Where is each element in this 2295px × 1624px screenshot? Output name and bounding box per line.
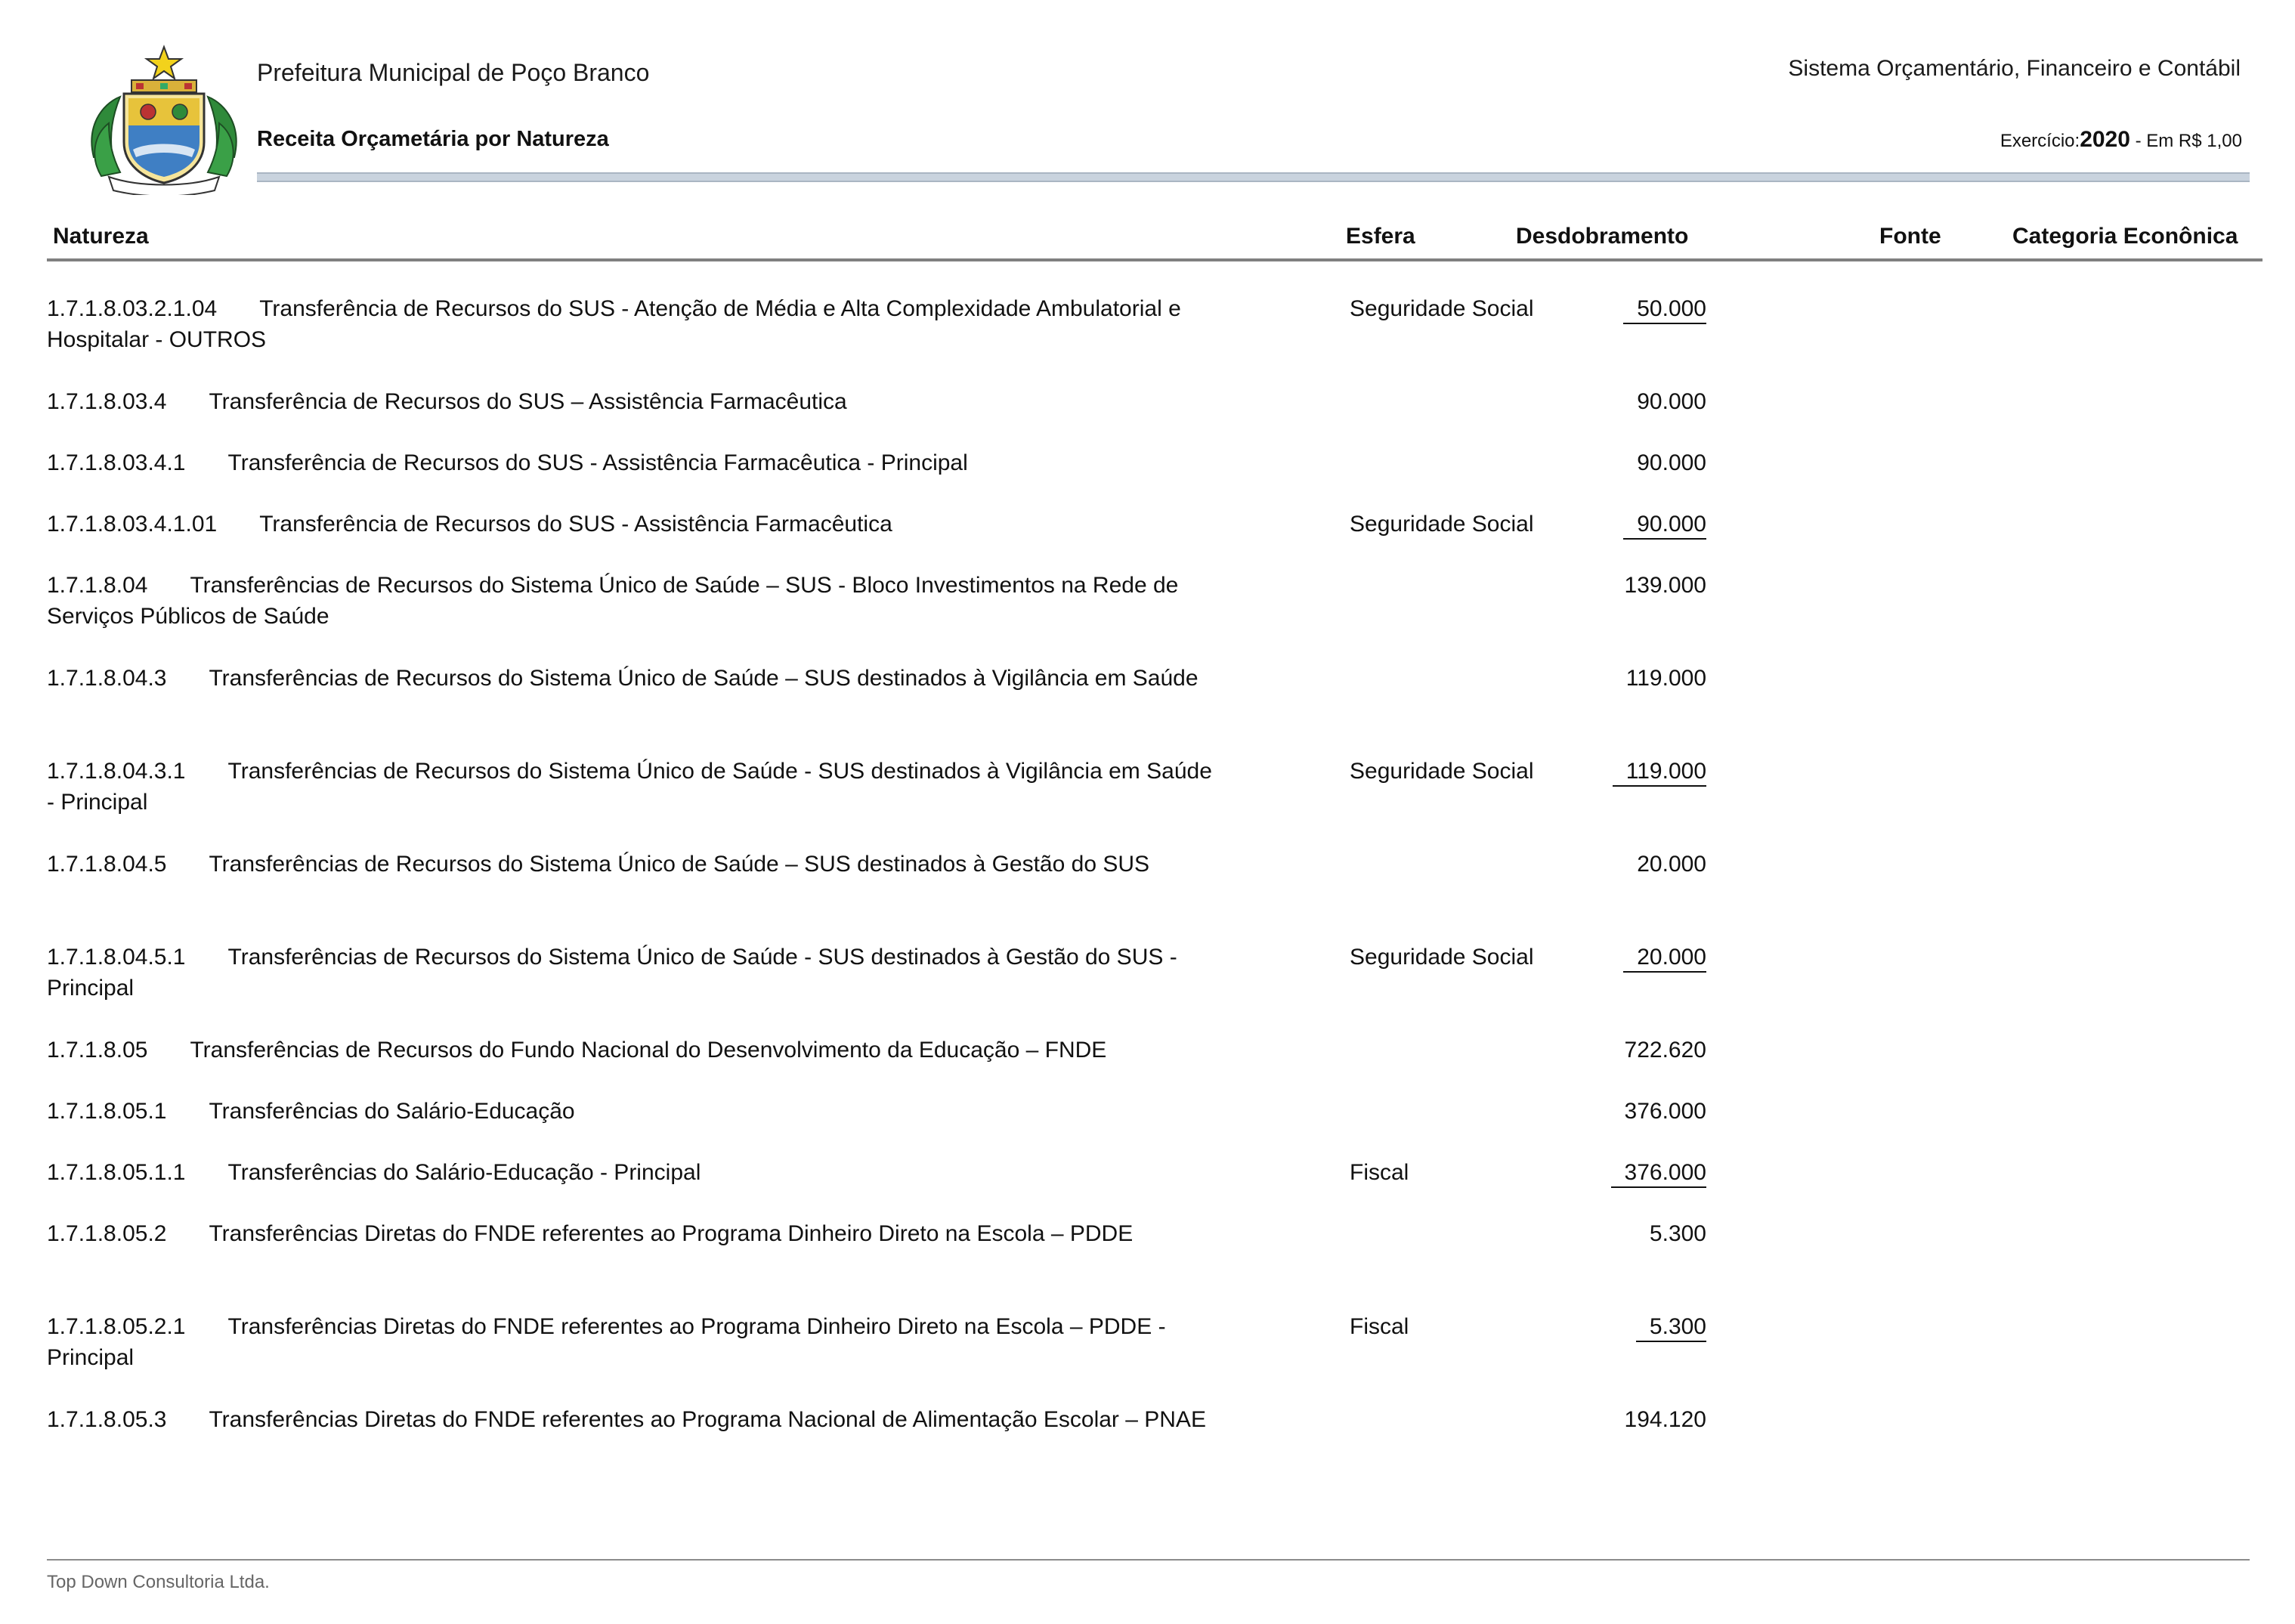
exercise-label: Exercício: [2000, 131, 2080, 151]
municipal-coat-of-arms-logo [79, 44, 249, 195]
column-header-fonte: Fonte [1879, 224, 1941, 249]
row-natureza [47, 756, 1226, 818]
column-header-natureza: Natureza [53, 224, 149, 249]
row-natureza [47, 663, 1226, 694]
exercise-info [2000, 127, 2242, 153]
row-natureza [47, 1311, 1226, 1373]
row-code: 1.7.1.8.03.4.1 [47, 450, 186, 475]
row-desdobramento-cell [1483, 942, 1706, 973]
row-desdobramento-value: 139.000 [1624, 573, 1706, 598]
row-desdobramento-cell [1483, 293, 1706, 324]
report-title: Receita Orçametária por Natureza [257, 127, 609, 151]
row-natureza [47, 293, 1226, 355]
currency-note: - Em R$ 1,00 [2130, 131, 2242, 151]
row-natureza [47, 942, 1226, 1004]
row-natureza [47, 1404, 1226, 1435]
row-code: 1.7.1.8.04 [47, 573, 148, 598]
system-name: Sistema Orçamentário, Financeiro e Contábil [1788, 56, 2241, 81]
row-esfera: Seguridade Social [1350, 296, 1534, 321]
row-desdobramento-cell [1483, 1404, 1706, 1435]
row-natureza [47, 1096, 1226, 1127]
row-code: 1.7.1.8.05 [47, 1038, 148, 1063]
row-code: 1.7.1.8.04.5.1 [47, 945, 186, 970]
row-desdobramento-cell [1483, 663, 1706, 694]
footer-divider [47, 1559, 2250, 1561]
row-description: Transferências de Recursos do Sistema Único de Saúde - SUS destinados à Gestão do SUS - Principal [47, 945, 1177, 1001]
row-code: 1.7.1.8.05.1 [47, 1099, 167, 1124]
row-description: Transferência de Recursos do SUS - Atenção de Média e Alta Complexidade Ambulatorial e Hospitalar - OUTROS [47, 296, 1181, 352]
row-description: Transferências de Recursos do Sistema Único de Saúde - SUS destinados à Vigilância em Saúde - Principal [47, 759, 1212, 815]
table-header-divider [47, 258, 2263, 261]
row-esfera: Seguridade Social [1350, 759, 1534, 784]
row-desdobramento-value: 90.000 [1623, 511, 1706, 540]
row-desdobramento-cell [1483, 386, 1706, 417]
exercise-year: 2020 [2080, 127, 2130, 152]
row-esfera: Seguridade Social [1350, 512, 1534, 537]
row-description: Transferência de Recursos do SUS – Assistência Farmacêutica [209, 389, 847, 414]
row-desdobramento-cell [1483, 447, 1706, 478]
row-natureza [47, 1218, 1226, 1249]
row-natureza [47, 509, 1226, 540]
row-description: Transferências de Recursos do Sistema Único de Saúde – SUS - Bloco Investimentos na Rede de Serviços Públicos de Saúde [47, 573, 1179, 629]
row-natureza [47, 849, 1226, 880]
row-esfera: Seguridade Social [1350, 945, 1534, 970]
row-desdobramento-cell [1483, 509, 1706, 540]
row-description: Transferências Diretas do FNDE referentes ao Programa Dinheiro Direto na Escola – PDDE - Principal [47, 1314, 1166, 1370]
municipality-name: Prefeitura Municipal de Poço Branco [257, 59, 650, 86]
row-desdobramento-value: 5.300 [1636, 1313, 1706, 1342]
row-desdobramento-value: 5.300 [1649, 1221, 1706, 1246]
row-code: 1.7.1.8.03.4.1.01 [47, 512, 218, 537]
row-desdobramento-cell [1483, 1096, 1706, 1127]
row-desdobramento-value: 376.000 [1611, 1159, 1706, 1188]
row-desdobramento-cell [1483, 849, 1706, 880]
footer-company: Top Down Consultoria Ltda. [47, 1572, 270, 1592]
row-esfera: Fiscal [1350, 1314, 1409, 1339]
row-desdobramento-value: 20.000 [1637, 852, 1706, 877]
row-code: 1.7.1.8.05.3 [47, 1407, 167, 1432]
row-code: 1.7.1.8.05.1.1 [47, 1160, 186, 1185]
row-natureza [47, 1157, 1226, 1188]
header-divider [257, 172, 2250, 182]
row-description: Transferências do Salário-Educação [209, 1099, 575, 1124]
row-desdobramento-cell [1483, 1311, 1706, 1342]
row-desdobramento-cell [1483, 756, 1706, 787]
row-natureza [47, 447, 1226, 478]
row-code: 1.7.1.8.04.5 [47, 852, 167, 877]
row-code: 1.7.1.8.05.2 [47, 1221, 167, 1246]
row-description: Transferência de Recursos do SUS - Assistência Farmacêutica [259, 512, 892, 537]
row-desdobramento-cell [1483, 1157, 1706, 1188]
row-code: 1.7.1.8.04.3.1 [47, 759, 186, 784]
row-code: 1.7.1.8.03.4 [47, 389, 167, 414]
row-code: 1.7.1.8.03.2.1.04 [47, 296, 218, 321]
row-description: Transferência de Recursos do SUS - Assistência Farmacêutica - Principal [227, 450, 968, 475]
row-code: 1.7.1.8.05.2.1 [47, 1314, 186, 1339]
row-desdobramento-cell [1483, 1218, 1706, 1249]
row-natureza [47, 1035, 1226, 1066]
column-header-desdobramento: Desdobramento [1516, 224, 1689, 249]
row-desdobramento-cell [1483, 1035, 1706, 1066]
row-desdobramento-value: 722.620 [1624, 1038, 1706, 1063]
row-description: Transferências Diretas do FNDE referentes ao Programa Dinheiro Direto na Escola – PDDE [209, 1221, 1134, 1246]
row-desdobramento-value: 119.000 [1625, 666, 1706, 691]
row-description: Transferências Diretas do FNDE referentes ao Programa Nacional de Alimentação Escolar – PNAE [209, 1407, 1206, 1432]
coat-of-arms-icon [79, 44, 249, 195]
column-header-esfera: Esfera [1346, 224, 1415, 249]
row-desdobramento-value: 194.120 [1624, 1407, 1706, 1432]
row-desdobramento-value: 90.000 [1637, 450, 1706, 475]
row-description: Transferências de Recursos do Sistema Único de Saúde – SUS destinados à Gestão do SUS [209, 852, 1150, 877]
row-description: Transferências do Salário-Educação - Principal [227, 1160, 701, 1185]
row-description: Transferências de Recursos do Fundo Nacional do Desenvolvimento da Educação – FNDE [190, 1038, 1107, 1063]
row-desdobramento-value: 376.000 [1624, 1099, 1706, 1124]
row-natureza [47, 570, 1226, 632]
row-desdobramento-value: 20.000 [1623, 944, 1706, 973]
row-desdobramento-value: 119.000 [1613, 758, 1706, 787]
row-code: 1.7.1.8.04.3 [47, 666, 167, 691]
row-desdobramento-value: 50.000 [1623, 295, 1706, 324]
column-header-categoria: Categoria Econônica [2012, 224, 2238, 249]
row-description: Transferências de Recursos do Sistema Único de Saúde – SUS destinados à Vigilância em Saúde [209, 666, 1199, 691]
row-desdobramento-value: 90.000 [1637, 389, 1706, 414]
row-natureza [47, 386, 1226, 417]
row-desdobramento-cell [1483, 570, 1706, 601]
row-esfera: Fiscal [1350, 1160, 1409, 1185]
